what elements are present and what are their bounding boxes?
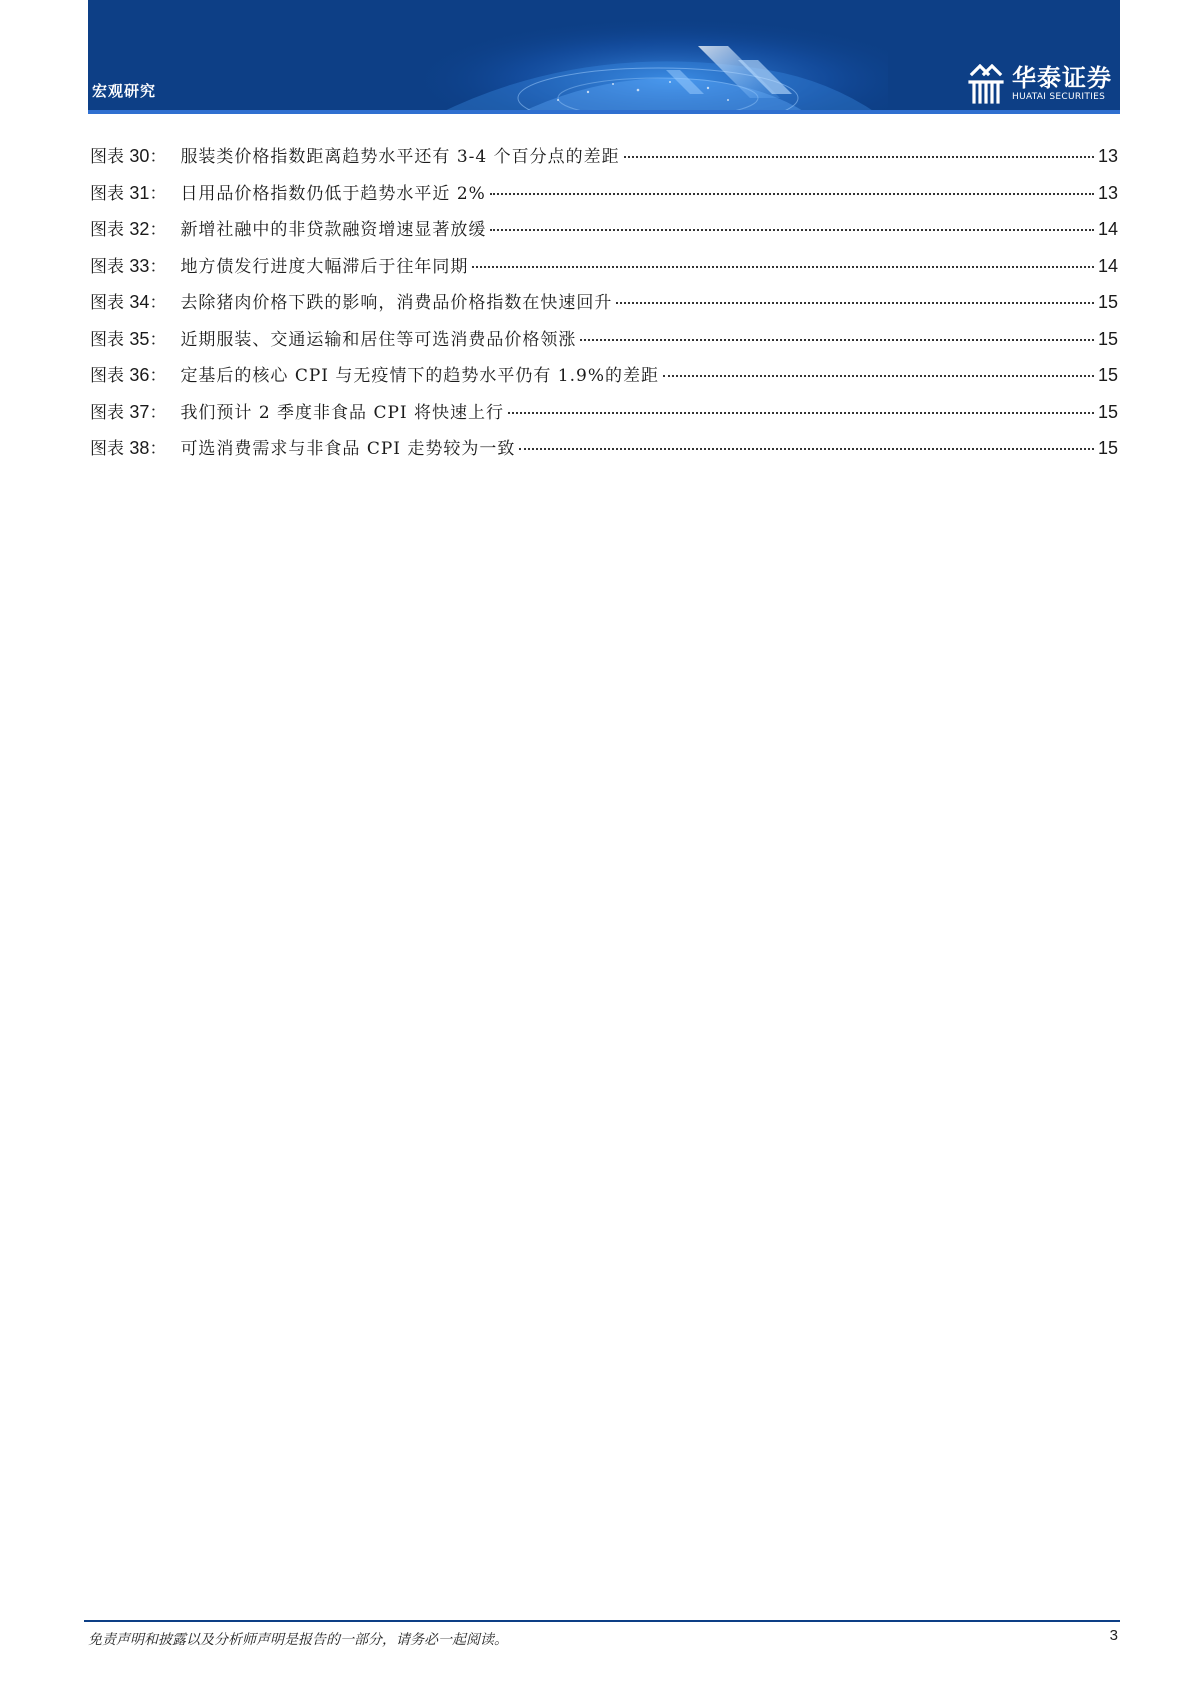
toc-entry-prefix: 图表 30：: [90, 146, 167, 167]
toc-entry-page: 14: [1097, 219, 1118, 239]
toc-entry[interactable]: [90, 437, 1118, 474]
toc-entry[interactable]: [90, 401, 1118, 438]
figure-list: [90, 145, 1118, 474]
toc-entry-title: 服装类价格指数距离趋势水平还有 3-4 个百分点的差距: [180, 147, 620, 167]
toc-dot-leader: [663, 375, 1094, 377]
toc-entry-page: 15: [1097, 292, 1118, 312]
toc-entry-prefix: 图表 32：: [90, 219, 167, 240]
toc-entry-prefix: 图表 34：: [90, 292, 167, 313]
toc-entry[interactable]: [90, 291, 1118, 328]
toc-entry-page: 14: [1097, 255, 1118, 276]
toc-dot-leader: [472, 266, 1094, 268]
toc-entry[interactable]: [90, 145, 1118, 182]
toc-entry-prefix: 图表 38：: [90, 438, 167, 459]
brand-name-en: HUATAI SECURITIES: [1012, 92, 1106, 102]
toc-entry[interactable]: [90, 218, 1118, 255]
toc-entry-prefix: 图表 31：: [90, 182, 167, 204]
toc-entry[interactable]: [90, 328, 1118, 365]
toc-entry-title: 定基后的核心 CPI 与无疫情下的趋势水平仍有 1.9%的差距: [180, 366, 659, 386]
footer-disclaimer: 免责声明和披露以及分析师声明是报告的一部分，请务必一起阅读。: [88, 1632, 508, 1648]
toc-entry-title: 可选消费需求与非食品 CPI 走势较为一致: [180, 439, 516, 459]
toc-entry-prefix: 图表 33：: [90, 255, 167, 277]
toc-entry-title: 地方债发行进度大幅滞后于往年同期: [180, 256, 469, 277]
header-banner: [88, 0, 1120, 114]
toc-entry[interactable]: [90, 364, 1118, 401]
toc-entry-title: 去除猪肉价格下跌的影响，消费品价格指数在快速回升: [180, 293, 613, 313]
header-decoration: [408, 0, 888, 114]
toc-entry-page: 15: [1097, 438, 1118, 458]
toc-dot-leader: [490, 193, 1094, 195]
toc-entry-title: 日用品价格指数仍低于趋势水平近 2%: [180, 183, 486, 204]
toc-entry[interactable]: [90, 182, 1118, 219]
toc-entry-title: 我们预计 2 季度非食品 CPI 将快速上行: [180, 402, 505, 423]
toc-entry-page: 15: [1097, 328, 1118, 349]
toc-dot-leader: [490, 229, 1094, 231]
toc-entry-prefix: 图表 35：: [90, 328, 167, 350]
toc-entry-page: 13: [1097, 146, 1118, 166]
toc-entry-prefix: 图表 37：: [90, 401, 167, 423]
toc-entry-page: 13: [1097, 182, 1118, 203]
section-label: 宏观研究: [92, 82, 157, 100]
header-accent-line: [88, 110, 1120, 114]
toc-dot-leader: [616, 302, 1094, 304]
toc-dot-leader: [519, 448, 1094, 450]
toc-dot-leader: [580, 339, 1094, 341]
toc-dot-leader: [508, 412, 1094, 414]
footer-rule: [84, 1620, 1120, 1622]
toc-entry-prefix: 图表 36：: [90, 365, 167, 386]
toc-entry[interactable]: [90, 255, 1118, 292]
toc-entry-page: 15: [1097, 365, 1118, 385]
toc-dot-leader: [624, 156, 1094, 158]
huatai-logo-icon: [968, 64, 1004, 104]
toc-entry-title: 新增社融中的非贷款融资增速显著放缓: [180, 220, 487, 240]
toc-entry-page: 15: [1097, 401, 1118, 422]
brand-name-cn: 华泰证券: [1012, 64, 1112, 92]
toc-entry-title: 近期服装、交通运输和居住等可选消费品价格领涨: [180, 329, 577, 350]
page-number: 3: [1109, 1627, 1118, 1644]
brand: [968, 62, 1112, 106]
